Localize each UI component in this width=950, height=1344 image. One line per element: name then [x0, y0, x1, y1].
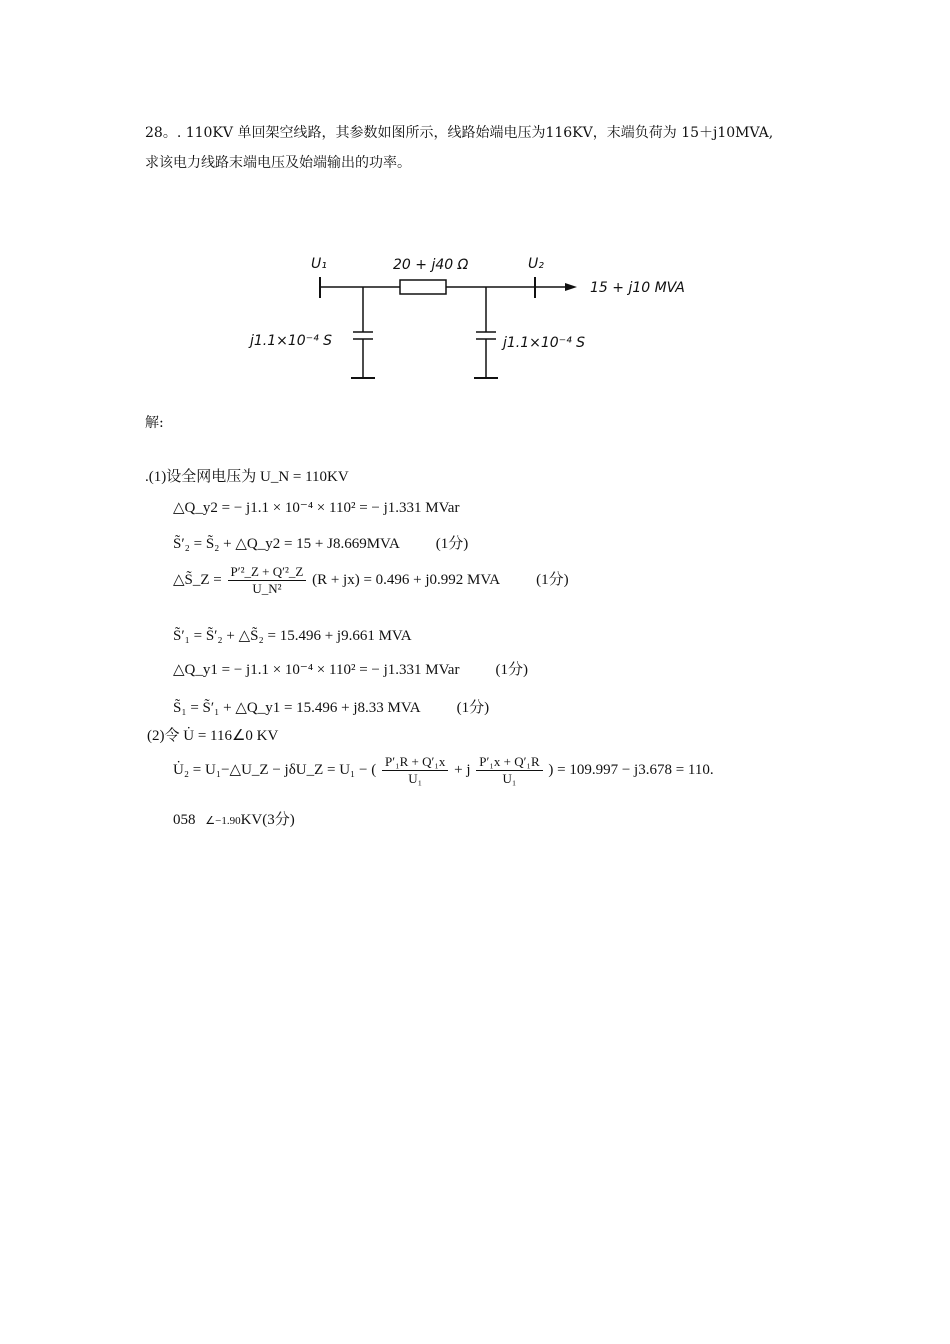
step-4-fraction	[228, 564, 307, 597]
step-4-score: (1分)	[536, 571, 569, 588]
step-9-numerator-2: P′₁x + Q′₁R	[476, 754, 542, 771]
step-7-equation: S̃₁ = S̃′₁ + △Q_y1 = 15.496 + j8.33 MVA	[173, 700, 421, 716]
solution-step-5: S̃′₁ = S̃′₂ + △S̃₂ = 15.496 + j9.661 MVA	[173, 628, 412, 644]
label-u2: U₂	[528, 256, 544, 272]
solution-step-10	[173, 808, 295, 829]
label-right-shunt: j1.1×10⁻⁴ S	[503, 335, 586, 351]
step-9-numerator-1: P′₁R + Q′₁x	[382, 754, 448, 771]
problem-statement	[145, 118, 825, 178]
step-6-equation: △Q_y1 = − j1.1 × 10⁻⁴ × 110² = − j1.331 MVar	[173, 662, 460, 678]
problem-line-2: 求该电力线路末端电压及始端输出的功率。	[145, 155, 411, 171]
load-arrow	[565, 283, 577, 291]
step-9-fraction-2	[476, 754, 542, 787]
solution-step-8: (2)令 U̇ = 116∠0 KV	[147, 728, 279, 744]
solution-step-2: △Q_y2 = − j1.1 × 10⁻⁴ × 110² = − j1.331 MVar	[173, 500, 460, 516]
step-4-numerator: P′²_Z + Q′²_Z	[228, 564, 307, 581]
label-load: 15 + j10 MVA	[590, 280, 685, 296]
label-impedance: 20 + j40 Ω	[393, 257, 469, 273]
impedance-resistor	[400, 280, 446, 294]
step-3-score: (1分)	[435, 536, 469, 552]
solution-step-3	[173, 532, 468, 553]
problem-line-1: 28。. 110KV 单回架空线路，其参数如图所示，线路始端电压为116KV，末端负荷为 15＋j10MVA,	[145, 125, 774, 141]
step-6-score: (1分)	[495, 662, 528, 678]
step-10-unit: KV(3分)	[240, 812, 295, 828]
solution-step-4	[173, 564, 569, 597]
step-9-fraction-1	[382, 754, 448, 787]
circuit-svg	[245, 240, 715, 405]
circuit-diagram	[245, 240, 715, 405]
label-left-shunt: j1.1×10⁻⁴ S	[250, 333, 333, 349]
step-9-denominator-2: U₁	[502, 771, 517, 786]
step-4-right: (R + jx) = 0.496 + j0.992 MVA	[312, 571, 501, 588]
step-10-angle: ∠−1.90	[205, 815, 241, 827]
label-u1: U₁	[311, 256, 327, 272]
step-9-right: ) = 109.997 − j3.678 = 110.	[548, 761, 714, 778]
step-9-denominator-1: U₁	[408, 771, 423, 786]
step-4-left: △S̃_Z =	[173, 571, 222, 588]
step-3-equation: S̃′₂ = S̃₂ + △Q_y2 = 15 + J8.669MVA	[173, 536, 400, 552]
step-7-score: (1分)	[456, 700, 490, 716]
step-9-mid: + j	[454, 761, 471, 778]
step-9-left: U̇₂ = U₁−△U_Z − jδU_Z = U₁ − (	[173, 761, 377, 778]
solution-label: 解:	[145, 415, 164, 431]
solution-step-1: .(1)设全网电压为 U_N = 110KV	[145, 469, 349, 485]
solution-step-6	[173, 658, 528, 679]
step-4-denominator: U_N²	[252, 581, 282, 596]
step-10-number: 058	[173, 812, 196, 828]
solution-step-9	[173, 754, 714, 787]
solution-step-7	[173, 696, 489, 717]
